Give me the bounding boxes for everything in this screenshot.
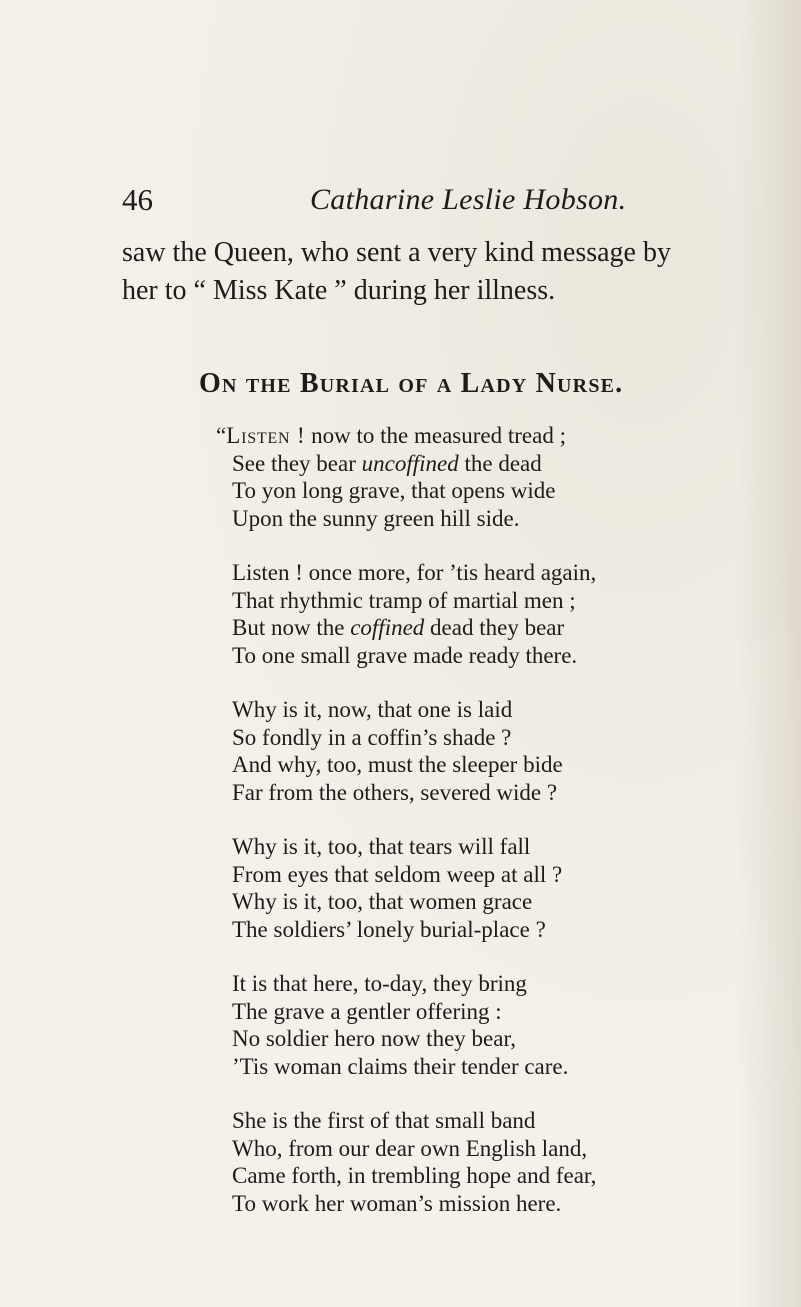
poem-line-text: Came forth, in trembling hope and fear, xyxy=(232,1163,597,1188)
poem-line-italic-word: coffined xyxy=(350,615,425,640)
poem-line xyxy=(232,587,702,615)
poem-line xyxy=(232,477,702,505)
poem-stanza xyxy=(216,422,702,532)
poem-line-text: The soldiers’ lonely burial-place ? xyxy=(232,916,546,942)
poem-line xyxy=(232,1053,702,1081)
poem-line xyxy=(216,422,702,450)
prose-line: her to “ Miss Kate ” during her illness. xyxy=(122,275,556,306)
poem-line-text: Why is it, now, that one is laid xyxy=(232,697,513,722)
poem-line xyxy=(232,505,702,533)
prose-paragraph xyxy=(122,234,772,310)
poem-line xyxy=(232,1190,702,1218)
poem-line-text: That rhythmic tramp of martial men ; xyxy=(232,587,576,613)
poem-stanza xyxy=(232,833,702,943)
poem-line xyxy=(232,614,702,642)
poem-stanza xyxy=(232,696,702,806)
poem-line xyxy=(232,1107,702,1135)
poem-line xyxy=(232,916,702,944)
poem-line-text: Listen ! once more, for ’tis heard again, xyxy=(232,560,597,585)
poem-line xyxy=(232,559,702,587)
poem-line-text: now to the measured tread ; xyxy=(305,423,566,448)
poem-stanza xyxy=(232,1107,702,1217)
poem-line-text: To yon long grave, that opens wide xyxy=(232,478,556,503)
poem-line-text: dead they bear xyxy=(424,615,565,640)
running-head xyxy=(122,180,762,224)
poem-line-italic-word: uncoffined xyxy=(361,450,459,476)
poem-line xyxy=(232,970,702,998)
poem-title: On the Burial of a Lady Nurse. xyxy=(199,368,624,399)
poem-line-text: Who, from our dear own English land, xyxy=(232,1135,588,1161)
poem-line-text: To one small grave made ready there. xyxy=(232,642,578,668)
poem-line-text: To work her woman’s mission here. xyxy=(232,1190,562,1216)
poem-line xyxy=(232,642,702,670)
poem-line-text: She is the first of that small band xyxy=(232,1108,536,1133)
page-number: 46 xyxy=(122,182,153,217)
poem-line xyxy=(232,724,702,752)
poem-line-smallcap-word: Listen ! xyxy=(226,423,306,448)
poem-stanza xyxy=(232,559,702,669)
poem-line xyxy=(232,1162,702,1190)
poem-line xyxy=(232,861,702,889)
poem-line-prefix: “ xyxy=(216,423,227,448)
poem-line xyxy=(232,779,702,807)
poem-stanza xyxy=(232,970,702,1080)
poem-line xyxy=(232,696,702,724)
poem-line-text: So fondly in a coffin’s shade ? xyxy=(232,724,512,750)
poem xyxy=(216,422,702,1244)
running-title: Catharine Leslie Hobson. xyxy=(310,183,627,216)
poem-line-text: Far from the others, severed wide ? xyxy=(232,779,558,805)
poem-line xyxy=(232,998,702,1026)
poem-line xyxy=(232,1025,702,1053)
prose-line: saw the Queen, who sent a very kind message by xyxy=(122,237,671,268)
poem-line xyxy=(232,450,702,478)
poem-line xyxy=(232,751,702,779)
poem-line-text: From eyes that seldom weep at all ? xyxy=(232,861,563,887)
poem-line xyxy=(232,888,702,916)
poem-line-text: It is that here, to-day, they bring xyxy=(232,971,527,996)
poem-line-text: No soldier hero now they bear, xyxy=(232,1026,516,1051)
poem-line-text: Why is it, too, that women grace xyxy=(232,889,533,914)
poem-line-text: And why, too, must the sleeper bide xyxy=(232,752,563,777)
poem-line-text: Why is it, too, that tears will fall xyxy=(232,834,531,859)
poem-line-prefix: See they bear xyxy=(232,450,362,476)
poem-line-prefix: But now the xyxy=(232,615,351,640)
poem-line-text: the dead xyxy=(458,450,542,476)
poem-line xyxy=(232,1135,702,1163)
poem-line-text: Upon the sunny green hill side. xyxy=(232,505,520,531)
poem-line-text: ’Tis woman claims their tender care. xyxy=(232,1053,569,1079)
poem-line xyxy=(232,833,702,861)
poem-line-text: The grave a gentler offering : xyxy=(232,998,502,1024)
